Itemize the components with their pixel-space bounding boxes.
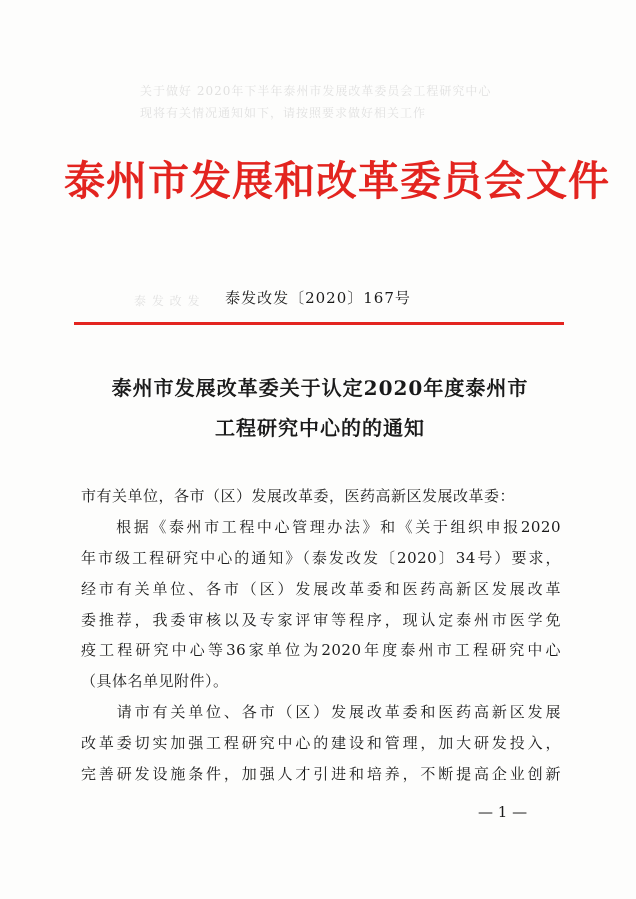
notice-title-line-2: 工程研究中心的的通知 (215, 416, 425, 440)
body-line: 改革委切实加强工程研究中心的建设和管理，加大研发投入， (81, 734, 561, 752)
bleed-through-text: 泰 发 改 发 (134, 294, 201, 308)
body-line: 经市有关单位、各市（区）发展改革委和医药高新区发展改革 (81, 580, 561, 598)
bleed-through-text: 现将有关情况通知如下，请按照要求做好相关工作 (140, 106, 427, 120)
body-line: （具体名单见附件）。 (81, 672, 229, 690)
notice-title-line-1: 泰州市发展改革委关于认定2020年度泰州市 (111, 376, 529, 400)
page-number: — 1 — (478, 803, 528, 821)
body-line: 市有关单位，各市（区）发展改革委，医药高新区发展改革委： (81, 487, 516, 505)
document-number: 泰发改发〔2020〕167号 (225, 289, 411, 307)
bleed-through-text: 关于做好 2020年下半年泰州市发展改革委员会工程研究中心 (140, 84, 492, 98)
document-header-title: 泰州市发展和改革委员会文件 (64, 157, 610, 205)
body-line: 完善研发设施条件，加强人才引进和培养，不断提高企业创新 (81, 765, 561, 783)
red-divider-line (74, 322, 564, 325)
body-line: 请市有关单位、各市（区）发展改革委和医药高新区发展 (81, 703, 561, 721)
body-line: 根据《泰州市工程中心管理办法》和《关于组织申报2020 (81, 518, 561, 536)
body-line: 年市级工程研究中心的通知》（泰发改发〔2020〕34号）要求， (81, 549, 561, 567)
body-line: 疫工程研究中心等36家单位为2020年度泰州市工程研究中心 (81, 641, 561, 659)
body-line: 委推荐，我委审核以及专家评审等程序，现认定泰州市医学免 (81, 611, 561, 629)
